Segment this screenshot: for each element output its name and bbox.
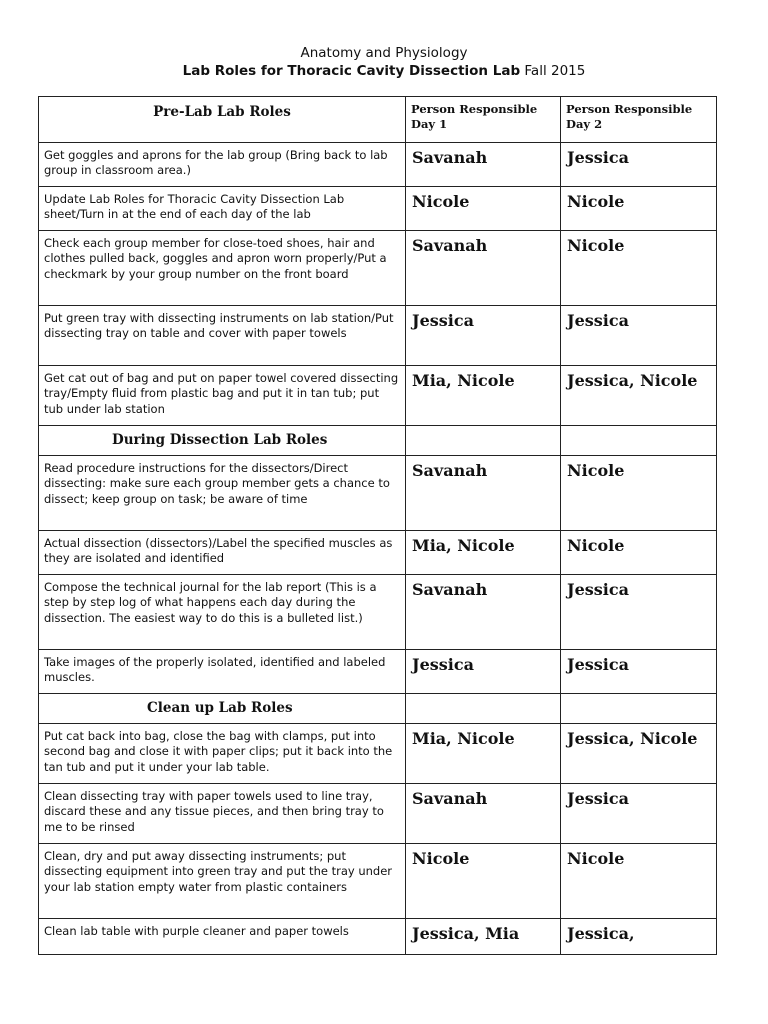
- table-row: [39, 575, 717, 650]
- column-header-day1: Person Responsible Day 1: [406, 97, 561, 143]
- table-row: [39, 919, 717, 955]
- task-cell: Read procedure instructions for the dissectors/Direct dissecting: make sure each group member gets a chance to dissect; keep group on task; be aware of time: [39, 456, 406, 531]
- section-row: [39, 426, 717, 456]
- day1-person: Mia, Nicole: [406, 531, 561, 575]
- day1-person: Savanah: [406, 575, 561, 650]
- task-cell: Compose the technical journal for the lab report (This is a step by step log of what happens each day during the dissection. The easiest way to do this is a bulleted list.): [39, 575, 406, 650]
- task-cell: Actual dissection (dissectors)/Label the specified muscles as they are isolated and identified: [39, 531, 406, 575]
- day1-person: Jessica: [406, 650, 561, 694]
- day1-person: Savanah: [406, 784, 561, 844]
- empty-cell: [561, 694, 717, 724]
- day2-person: Jessica, Nicole: [561, 366, 717, 426]
- section-title-during: During Dissection Lab Roles: [39, 426, 406, 456]
- table-row: [39, 366, 717, 426]
- column-header-day2: Person Responsible Day 2: [561, 97, 717, 143]
- day2-person: Jessica: [561, 650, 717, 694]
- day1-person: Jessica: [406, 306, 561, 366]
- day1-person: Savanah: [406, 143, 561, 187]
- task-cell: Get cat out of bag and put on paper towel covered dissecting tray/Empty fluid from plastic bag and put it in tan tub; put tub under lab station: [39, 366, 406, 426]
- table-row: [39, 306, 717, 366]
- lab-roles-table: [38, 96, 717, 955]
- day2-person: Nicole: [561, 844, 717, 919]
- day1-person: Mia, Nicole: [406, 366, 561, 426]
- task-cell: Update Lab Roles for Thoracic Cavity Dissection Lab sheet/Turn in at the end of each day of the lab: [39, 187, 406, 231]
- table-row: [39, 231, 717, 306]
- day1-person: Savanah: [406, 231, 561, 306]
- day2-person: Jessica: [561, 143, 717, 187]
- table-row: [39, 456, 717, 531]
- empty-cell: [406, 694, 561, 724]
- day2-person: Jessica: [561, 575, 717, 650]
- day2-person: Jessica: [561, 784, 717, 844]
- section-row: [39, 694, 717, 724]
- course-title: Anatomy and Physiology: [300, 45, 468, 61]
- day2-person: Jessica,: [561, 919, 717, 955]
- section-title-cleanup: Clean up Lab Roles: [39, 694, 406, 724]
- table-row: [39, 724, 717, 784]
- day2-person: Nicole: [561, 231, 717, 306]
- task-cell: Take images of the properly isolated, identified and labeled muscles.: [39, 650, 406, 694]
- lab-title: Lab Roles for Thoracic Cavity Dissection Lab: [182, 63, 521, 79]
- section-title-pre-lab: Pre-Lab Lab Roles: [39, 97, 406, 143]
- day2-person: Jessica, Nicole: [561, 724, 717, 784]
- day1-person: Jessica, Mia: [406, 919, 561, 955]
- day1-person: Nicole: [406, 187, 561, 231]
- task-cell: Check each group member for close-toed shoes, hair and clothes pulled back, goggles and apron worn properly/Put a checkmark by your group number on the front board: [39, 231, 406, 306]
- day2-person: Nicole: [561, 456, 717, 531]
- table-row: [39, 531, 717, 575]
- day1-person: Nicole: [406, 844, 561, 919]
- day2-person: Nicole: [561, 531, 717, 575]
- task-cell: Get goggles and aprons for the lab group (Bring back to lab group in classroom area.): [39, 143, 406, 187]
- table-row: [39, 650, 717, 694]
- term-label: Fall 2015: [524, 63, 586, 79]
- day1-person: Mia, Nicole: [406, 724, 561, 784]
- day2-person: Jessica: [561, 306, 717, 366]
- document-title: [0, 62, 768, 81]
- table-row: [39, 844, 717, 919]
- task-cell: Put cat back into bag, close the bag with clamps, put into second bag and close it with paper clips; put it back into the tan tub and put it under your lab table.: [39, 724, 406, 784]
- table-row: [39, 784, 717, 844]
- day1-person: Savanah: [406, 456, 561, 531]
- task-cell: Clean, dry and put away dissecting instruments; put dissecting equipment into green tray and put the tray under your lab station empty water from plastic containers: [39, 844, 406, 919]
- empty-cell: [561, 426, 717, 456]
- document-header: [0, 44, 768, 81]
- table-row: [39, 187, 717, 231]
- table-header-row: [39, 97, 717, 143]
- table-row: [39, 143, 717, 187]
- task-cell: Put green tray with dissecting instruments on lab station/Put dissecting tray on table and cover with paper towels: [39, 306, 406, 366]
- day2-person: Nicole: [561, 187, 717, 231]
- task-cell: Clean dissecting tray with paper towels used to line tray, discard these and any tissue pieces, and then bring tray to me to be rinsed: [39, 784, 406, 844]
- empty-cell: [406, 426, 561, 456]
- task-cell: Clean lab table with purple cleaner and paper towels: [39, 919, 406, 955]
